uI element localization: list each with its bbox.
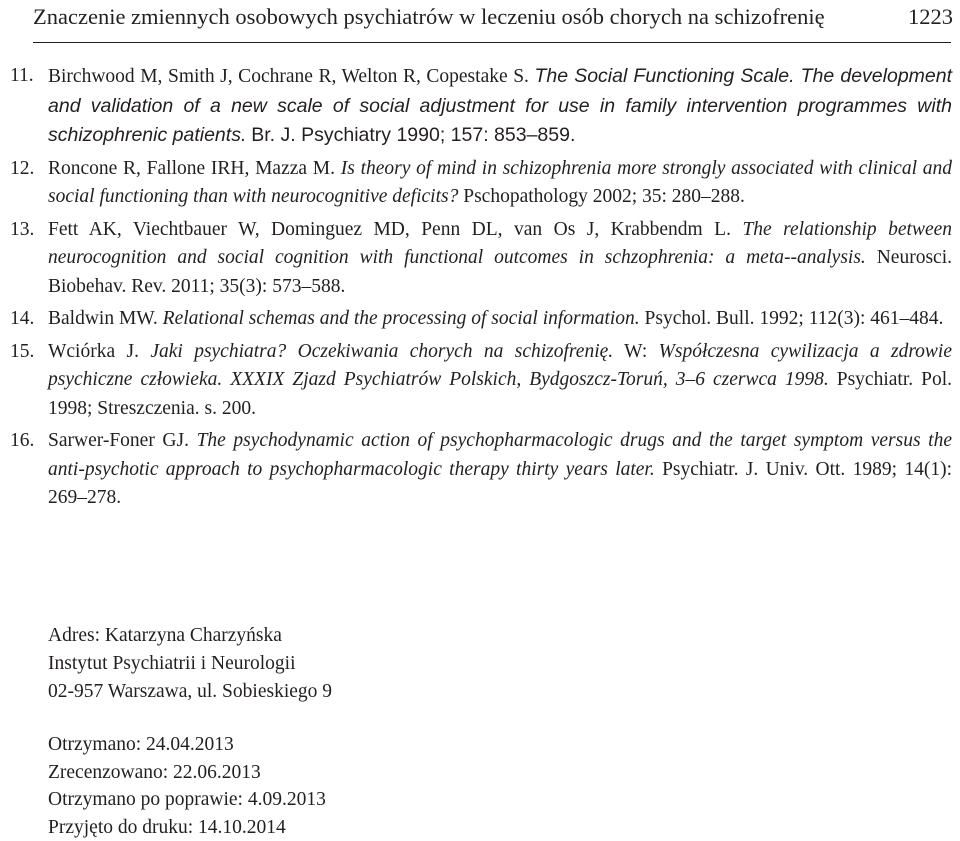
reference-item-15: [10, 338, 952, 424]
reference-authors: Birchwood M, Smith J, Cochrane R, Welton R, Copestake S.: [48, 66, 529, 87]
running-header: [33, 2, 953, 32]
reference-source: Psychiatr. J. Univ. Ott. 1989; 14(1): 269–278.: [48, 458, 953, 508]
reference-number: 12.: [10, 157, 35, 179]
reference-book-title: Współczesna cywilizacja a zdrowie psychiczne człowieka. XXXIX Zjazd Psychiatrów Polskich, Bydgoszcz-Toruń, 3–6 czerwca 1998.: [48, 340, 953, 390]
reference-source: Psychiatr. Pol. 1998; Streszczenia. s. 200.: [48, 369, 953, 419]
reference-authors: Roncone R, Fallone IRH, Mazza M.: [48, 157, 336, 179]
correspondence-address: [48, 622, 332, 706]
reviewed-date: Zrecenzowano: 22.06.2013: [48, 761, 261, 783]
reference-authors: Fett AK, Viechtbauer W, Dominguez MD, Penn DL, van Os J, Krabbendm L.: [48, 218, 731, 240]
reference-source: Pschopathology 2002; 35: 280–288.: [463, 186, 745, 207]
accepted-date: Przyjęto do druku: 14.10.2014: [48, 816, 286, 838]
reference-source: Neurosci. Biobehav. Rev. 2011; 35(3): 573–588.: [48, 247, 952, 297]
reference-authors: Baldwin MW.: [48, 308, 158, 329]
reference-title: The relationship between neurocognition and social cognition with functional outcomes in schzophrenia: a meta--analysis.: [48, 218, 953, 268]
reference-list: [10, 62, 952, 517]
reference-item-11: [10, 62, 952, 151]
reference-title: The Social Functioning Scale. The development and validation of a new scale of social adjustment for use in family intervention programmes with schizophrenic patients.: [48, 65, 953, 146]
address-line: Instytut Psychiatrii i Neurologii: [48, 653, 296, 674]
reference-item-16: [10, 427, 952, 513]
reference-authors: Sarwer-Foner GJ.: [48, 430, 189, 451]
reference-item-14: [10, 305, 952, 334]
reference-number: 14.: [10, 308, 35, 329]
reference-number: 13.: [10, 218, 35, 240]
reference-number: 11.: [10, 65, 34, 86]
reference-number: 15.: [10, 340, 35, 362]
address-line: 02-957 Warszawa, ul. Sobieskiego 9: [48, 681, 333, 702]
running-title: Znaczenie zmiennych osobowych psychiatrów w leczeniu osób chorych na schizofrenię: [33, 4, 825, 29]
reference-title: Relational schemas and the processing of social information.: [162, 308, 640, 329]
reference-source: Br. J. Psychiatry 1990; 157: 853–859.: [251, 124, 576, 146]
reference-title: Is theory of mind in schizophrenia more strongly associated with clinical and social functioning than with neurocognitive deficits?: [48, 157, 952, 207]
reference-number: 16.: [10, 430, 35, 451]
received-date: Otrzymano: 24.04.2013: [48, 734, 234, 755]
revised-date: Otrzymano po poprawie: 4.09.2013: [48, 789, 326, 810]
reference-in: W:: [624, 340, 648, 362]
reference-title: Jaki psychiatra? Oczekiwania chorych na schizofrenię.: [150, 340, 614, 362]
article-dates: [48, 731, 326, 841]
address-line: Adres: Katarzyna Charzyńska: [48, 625, 282, 646]
reference-item-13: [10, 216, 952, 302]
page-number: 1223: [908, 4, 953, 29]
reference-source: Psychol. Bull. 1992; 112(3): 461–484.: [644, 308, 944, 329]
reference-authors: Wciórka J.: [48, 340, 139, 362]
reference-title: The psychodynamic action of psychopharmacologic drugs and the target symptom versus the anti-psychotic approach to psychopharmacologic therapy thirty years later.: [48, 430, 952, 480]
header-rule: [33, 42, 951, 43]
reference-item-12: [10, 155, 952, 212]
